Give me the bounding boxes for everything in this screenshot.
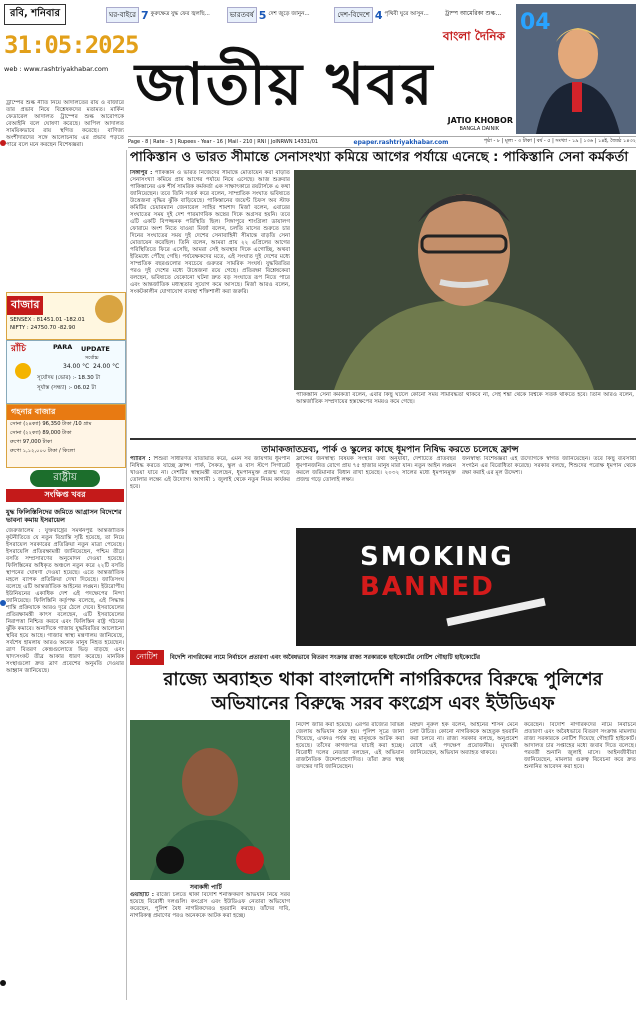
top-box-1[interactable] — [106, 4, 221, 26]
top-box-note: পৃথিবী ঘুরে আসুন... — [384, 11, 429, 17]
date-value: 31:05:2025 — [4, 31, 139, 59]
masthead-english-sub: BANGLA DAINIK — [459, 126, 499, 132]
notice-tag: নোটিশ — [130, 650, 164, 665]
top-box-num: 4 — [374, 8, 383, 22]
top-box-note: দেশ জুড়ে জানুন... — [268, 11, 310, 17]
state-news-header — [6, 470, 124, 506]
weather-min: 24.00 °C — [93, 363, 120, 370]
photo-page-num: 04 — [520, 10, 551, 35]
gold-box — [6, 404, 126, 468]
sun-icon — [15, 363, 31, 379]
smoking-body-mid: ফ্রান্সের জনস্বাস্থ্য বিষয়ক সংস্থার তথ্য অনুযায়ী, দেশটিতে প্রতিবছর ধূমপানজনিত রোগে প্রায় ৭৫ হাজার মানুষ মারা যান। নতুন আইন লঙ্ঘন করলে জরিমানার বিধান রাখা হয়েছে। ২০৩২ সালের মধ্যে ধূমপানমুক্ত প্রজন্ম গড়ে তোলাই লক্ষ্য। — [296, 456, 456, 483]
gold-row: সোনা (২৪ক্যা) 96,350 টাকা /10 গ্রাম — [10, 421, 92, 427]
notice-body-col2: নির্দেশ জারি করা হয়েছে। এরপর রাজ্যের বিভিন্ন জেলায় অভিযান শুরু হয়। পুলিশ সূত্রে জানা গিয়েছে, এখনও পর্যন্ত বহু মানুষকে আটক করা হয়েছে। তাঁদের কাগজপত্র যাচাই করা হচ্ছে। বিরোধী দলের নেতারা বলছেন, এই অভিযান রাজনৈতিক উদ্দেশ্যপ্রণোদিত। তাঁরা দ্রুত স্বচ্ছ তদন্তের দাবি জানিয়েছেন। — [296, 722, 404, 770]
smoking-headline: তামাকজাতদ্রব্য, পার্ক ও স্কুলের কাছে ধূমপান নিষিদ্ধ করতে চলেছে ফ্রান্স — [261, 445, 519, 455]
smoking-dateline: প্যারিস : — [130, 456, 151, 462]
main-headline: পাকিস্তান ও ভারত সীমান্তে সেনাসংখ্যা কমিয়ে আগের পর্যায়ে এনেছে : পাকিস্তানি সেনা কর্মকর্তা — [130, 150, 629, 165]
notice-body-col3: মহম্মদ নূরুল হক বলেন, আইনের শাসন মেনে চলা উচিত। কোনো নাগরিককে অহেতুক হয়রানি করা চলবে না। রাজ্য সরকার বলছে, অনুপ্রবেশ রোধে এই পদক্ষেপ প্রয়োজনীয়। মুখ্যমন্ত্রী জানিয়েছেন, অভিযান অব্যাহত থাকবে। — [410, 722, 518, 756]
masthead-title: জাতীয় খবর — [135, 50, 435, 118]
registration-dot — [0, 600, 6, 606]
lead-article-body — [130, 170, 290, 440]
gold-title: গহনার বাজার — [7, 405, 125, 420]
market-title: বাজার — [7, 296, 43, 315]
banned-text: BANNED — [360, 572, 495, 602]
gold-row: রুপো 97,000 টাকা — [10, 439, 53, 445]
section-divider — [130, 438, 636, 440]
weather-badge: PARA — [53, 343, 73, 351]
notice-dateline: গুয়াহাটি : — [130, 892, 154, 898]
masthead-photo — [516, 4, 636, 134]
top-box-note: কুরুক্ষেত্র যুদ্ধ ফের জ্বলছি... — [150, 11, 210, 17]
lead-body: পাকিস্তান ও ভারত নিজেদের সীমান্তে মোতায়েন করা বাড়তি সেনাসংখ্যা কমিয়ে প্রায় আগের পর্যায়ে নিয়ে এসেছে। আজ শুক্রবার পাকিস্তানের এক শীর্ষ সামরিক কর্মকর্তা এক সাক্ষাৎকারে রয়টার্সকে এ কথা জানিয়েছেন। তবে তিনি সতর্ক করে বলেন, সাম্প্রতিক সংঘাত ভবিষ্যতে উত্তেজনা বৃদ্ধির ঝুঁকি বাড়িয়েছে। পাকিস্তানের জয়েন্ট চিফস অব স্টাফ কমিটির চেয়ারম্যান জেনারেল সাহির শামশাদ মির্জা বলেন, এবারের সংঘাতের সময় দুই দেশ পারমাণবিক অস্ত্রের দিকে অগ্রসর হয়নি। তবে এটি একটি বিপজ্জনক পরিস্থিতি ছিল। সিঙ্গাপুরে শাংগ্রিলা ডায়ালগ ফোরামে অংশ নিতে যাওয়া মির্জা বলেন, চলতি মাসের শুরুতে চার দিনের সংঘাতের সময় দুই দেশের সেনাবাহিনী সীমান্তে বাড়তি সেনা মোতায়েন করেছিল। তিনি বলেন, আমরা প্রায় ২২ এপ্রিলের আগের পরিস্থিতিতে ফিরে এসেছি, আমরা সেই অবস্থার দিকে এগোচ্ছি, অথবা ইতিমধ্যে পৌঁছে গেছি। পর্যবেক্ষকদের মতে, এই সংঘাত দুই দেশের মধ্যে সাম্প্রতিক বছরগুলোর সবচেয়ে গুরুতর সামরিক সংঘর্ষ। যুদ্ধবিরতির পরও দুই দেশের মধ্যে উত্তেজনা রয়ে গেছে। প্রতিরক্ষা বিশ্লেষকেরা বলছেন, ভবিষ্যতে যেকোনো ঘটনা দ্রুত বড় সংঘাতে রূপ নিতে পারে এবং আন্তর্জাতিক মধ্যস্থতার সুযোগ কমে আসছে। মির্জা আরও বলেন, সংকটকালীন যোগাযোগ ব্যবস্থা শক্তিশালী করা জরুরি। — [130, 170, 290, 295]
nifty-value: NIFTY : 24750.70 -82.90 — [10, 325, 76, 331]
top-box-num: 5 — [258, 8, 267, 22]
weather-max-label: সর্বোচ্চ — [85, 355, 99, 361]
top-box-label: দেশ-বিদেশে — [334, 7, 373, 23]
top-box-2[interactable] — [227, 4, 329, 26]
registration-dot — [0, 140, 6, 146]
smoking-body-left: প্যারিস : শিশুরা সাধারণত যাতায়াত করে, এমন সব জায়গায় ধূমপান নিষিদ্ধ করতে যাচ্ছে ফ্রান্স। পার্ক, সৈকত, স্কুল ও বাস স্টপে সিগারেট খাওয়া যাবে না। দেশটির স্বাস্থ্যমন্ত্রী বলেছেন, ধূমপানমুক্ত প্রজন্ম গড়ে তোলার লক্ষ্যে এই উদ্যোগ। আগামী ১ জুলাই থেকে নতুন নিয়ম কার্যকর হবে। — [130, 456, 290, 490]
sensex-value: SENSEX : 81451.01 -182.01 — [10, 317, 85, 323]
notice-body-col4: করেছেন। বিদেশি নাগরিকদের নামে নির্বাচনে প্রতারণা এবং অবৈধভাবে বিতরণ সংক্রান্ত মামলায় রাজ্য সরকারকে নোটিশ দিয়েছে গৌহাটি হাইকোর্ট। আদালত চার সপ্তাহের মধ্যে জবাব দিতে বলেছে। পরবর্তী শুনানি জুলাই মাসে। আইনজীবীরা জানিয়েছেন, মামলার গুরুত্ব বিবেচনা করে দ্রুত শুনানির আবেদন করা হবে। — [524, 722, 636, 770]
state-badge: সংক্ষিপ্ত খবর — [6, 489, 124, 502]
notice-photo-caption: সবাকঙ্গী পার্টি — [190, 884, 222, 891]
weather-box — [6, 340, 126, 404]
notice-bar — [130, 650, 636, 664]
weather-update: UPDATE — [81, 345, 110, 353]
gold-row: সোনা (২২ক্যা) 89,000 টাকা — [10, 430, 72, 436]
masthead-subtitle: বাংলা দৈনিক — [442, 29, 505, 43]
info-strip — [128, 136, 636, 148]
sidebar-lead-text: ট্রাম্পের শুল্ক নীতি নিয়ে আদালতের রায় ও বাজারে তার প্রভাব নিয়ে বিশ্লেষকদের মতামত। মার্কিন ফেডারেল আদালত ট্রাম্পের শুল্ক আরোপকে বেআইনি বলে ঘোষণা করেছে। আপিল আদালত সাময়িকভাবে রায় স্থগিত করেছে। বাণিজ্য অংশীদারদের সঙ্গে আলোচনায় এর প্রভাব পড়তে পারে বলে মনে করছেন বিশেষজ্ঞরা। — [6, 100, 124, 148]
masthead — [135, 26, 515, 136]
gold-row: রুপো ১,১২,০০০ টাকা / কিলো — [10, 448, 75, 454]
info-strip-right: পৃষ্ঠা - ৮ | মূল্য - ৩ টাকা | বর্ষ - ৫ | সংখ্যা - ১৯ | ১৩৬ | ১৪ই, জ্যৈষ্ঠ ১৪৩২ — [483, 138, 636, 144]
bull-icon — [95, 295, 123, 323]
notice-body-left: গুয়াহাটি : রাজ্যে চলতে থাকা বিদেশি শনাক্তকরণ অভিযান নিয়ে সরব হয়েছে বিরোধী দলগুলি। কংগ্রেস এবং ইউডিএফ নেতারা অভিযোগ করেছেন, পুলিশ বৈধ নাগরিকদেরও হয়রানি করছে। তাঁদের দাবি, নাগরিকত্ব প্রমাণের পরও অনেককে আটক করা হচ্ছে। — [130, 892, 290, 919]
state-title: রাষ্ট্রীয় — [30, 470, 100, 487]
top-box-3[interactable] — [334, 4, 444, 26]
photo-caption: পাকিস্তানি সেনা কর্মকর্তা বলেন, এবার কিছু ঘটলে কোনো সময় সীমাবদ্ধতা থাকবে না, সেই শঙ্কা থেকে বিশ্বকে সতর্ক থাকতে হবে। তিনি আরও বলেন, আন্তর্জাতিক সম্প্রদায়ের হস্তক্ষেপের সময়ও কমে গেছে। — [296, 392, 634, 405]
info-strip-left: Page - 8 | Rate - 3 | Rupees - Year - 16 | Mail - 210 | RNI | JoINRWN 14331/01 — [128, 139, 319, 145]
registration-dot — [0, 980, 6, 986]
date-day: রবি, শনিবার — [4, 4, 66, 25]
notice-kicker: বিদেশি নাগরিকের নামে নির্বাচনে প্রতারণা এবং অবৈধভাবে বিতরণ সংক্রান্ত রাজ্য সরকারকে হাইকোর্টের নোটিশ গৌহাটি হাইকোর্টের — [169, 653, 481, 661]
state-body: জেরুজালেম : যুক্তরাষ্ট্রের সমর্থনপুষ্ট আন্তর্জাতিক কূটনীতিতে যে নতুন বিভ্রান্তি সৃষ্টি হয়েছে, তা নিয়ে ইসরায়েল সরকারের প্রতিক্রিয়া নতুন মাত্রা পেয়েছে। ইসরায়েলি প্রতিরক্ষামন্ত্রী জানিয়েছেন, পশ্চিম তীরে বসতি সম্প্রসারণের অনুমোদন দেওয়া হয়েছে। ফিলিস্তিনের অধিকৃত অঞ্চলে নতুন করে ২২টি বসতি স্থাপনের ঘোষণা দেওয়া হয়েছে। এতে আন্তর্জাতিক মহলে ব্যাপক প্রতিক্রিয়া দেখা দিয়েছে। জাতিসংঘ বলেছে এটি আন্তর্জাতিক আইনের লঙ্ঘন। ইউরোপীয় ইউনিয়নের একাধিক দেশ এই পদক্ষেপের নিন্দা জানিয়েছে। ফিলিস্তিনি কর্তৃপক্ষ বলেছে, এই সিদ্ধান্ত শান্তি প্রক্রিয়াকে আরও দূরে ঠেলে দেবে। ইসরায়েলের প্রতিরক্ষামন্ত্রী কাৎস বলেছেন, এটি ইসরায়েলের নিরাপত্তা নিশ্চিত করবে এবং ফিলিস্তিন রাষ্ট্র গঠনের ঝুঁকি কমাবে। অন্যদিকে গাজায় যুদ্ধবিরতির আলোচনা স্থবির হয়ে আছে। গাজার স্বাস্থ্য মন্ত্রণালয় জানিয়েছে, সর্বশেষ হামলায় আরও অনেক মানুষ নিহত হয়েছেন। ত্রাণ বিতরণ কেন্দ্রগুলোতে ভিড় বাড়ছে এবং খাদ্যসংকট তীব্র আকার ধারণ করেছে। মানবিক সংস্থাগুলো দ্রুত ত্রাণ প্রবেশের অনুমতি দেওয়ার আহ্বান জানিয়েছে। — [6, 528, 124, 674]
weather-title: রাঁচি — [11, 344, 26, 354]
top-box-label: ঘর-বাইরে — [106, 7, 139, 23]
top-box-num: 7 — [140, 8, 149, 22]
notice-illustration — [130, 720, 290, 880]
notice-headline: রাজ্যে অব্যাহত থাকা বাংলাদেশি নাগরিকদের বিরুদ্ধে পুলিশের অভিযানের বিরুদ্ধে সরব কংগ্রেস এবং ইউডিএফ — [163, 669, 603, 714]
info-strip-url[interactable]: epaper.rashtriyakhabar.com — [353, 138, 449, 146]
notice-photo — [130, 720, 290, 880]
masthead-english: JATIO KHOBOR — [447, 116, 513, 125]
sunset-time: সূর্যাস্ত (সন্ধ্যা) :- 06.02 টা — [37, 385, 96, 391]
smoking-body-right: জনস্বাস্থ্য বিশেষজ্ঞরা এই উদ্যোগকে স্বাগত জানিয়েছেন। তবে কিছু ব্যবসায়ী সংগঠন এর বিরোধিতা করেছে। সরকার বলছে, শিশুদের পরোক্ষ ধূমপান থেকে রক্ষা করাই এর মূল উদ্দেশ্য। — [462, 456, 636, 476]
lead-dateline: সিঙ্গাপুর : — [130, 170, 153, 176]
state-subhead: যুদ্ধ ফিলিস্তিনিদের জমিতে আগ্রাসন বিদেশের ভাবনা কমায় ইসরায়েল — [6, 508, 122, 524]
weather-max: 34.00 °C — [63, 363, 90, 370]
market-box — [6, 292, 126, 340]
top-box-label: ভারতবর্ষ — [227, 7, 257, 23]
website[interactable]: web : www.rashtriyakhabar.com — [4, 65, 109, 73]
smoking-image — [296, 528, 636, 646]
sunrise-time: সূর্যোদয় (ভোর) :- 18.30 টা — [37, 375, 101, 381]
column-divider — [126, 150, 127, 1000]
general-illustration — [294, 170, 636, 390]
smoking-text: SMOKING — [360, 542, 514, 572]
top-right-note: ট্রাম্প আমেরিকা শুল্ক... — [445, 10, 502, 17]
general-photo — [294, 170, 636, 390]
